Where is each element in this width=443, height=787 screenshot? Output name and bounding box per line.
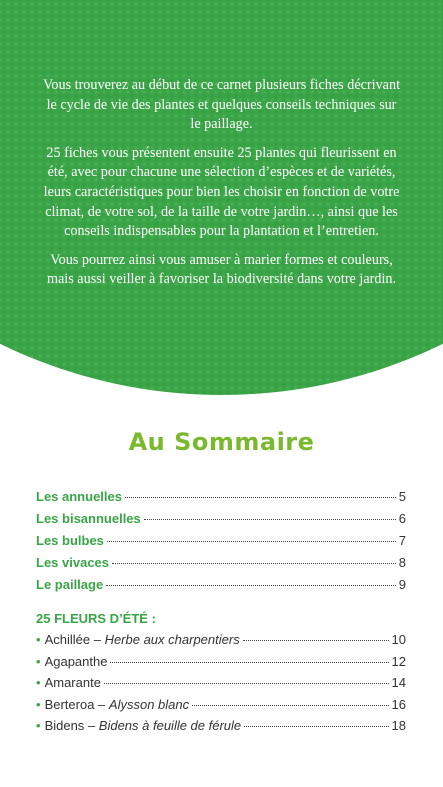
bullet: • xyxy=(36,653,41,669)
toc-entry-label: Les vivaces xyxy=(36,555,110,570)
toc-entry-page: 6 xyxy=(398,511,406,526)
intro-paragraph-2: 25 fiches vous présentent ensuite 25 plantes qui fleurissent en été, avec pour chacune une sélection d’espèces et de variétés, leurs caractéristiques pour bien les choisir en fonction de votre climat, de votre sol, de la taille de votre jardin…, ainsi que les conseils indispensables pour la plantation et l’entretien. xyxy=(43,144,400,240)
bullet: • xyxy=(36,675,41,690)
toc-flowers xyxy=(36,632,406,740)
separator: – xyxy=(84,718,99,733)
intro-text xyxy=(40,76,403,299)
toc-entry-label: Les annuelles xyxy=(36,489,122,504)
flower-name: Achillée xyxy=(44,632,91,647)
toc-entry-label: Les bisannuelles xyxy=(36,511,141,526)
dot-leader xyxy=(192,705,388,706)
toc-entry-page: 12 xyxy=(391,653,406,669)
toc-entry-label: Le paillage xyxy=(36,577,104,592)
toc-entry-page: 9 xyxy=(398,577,406,592)
toc-entry-paillage[interactable] xyxy=(36,577,406,599)
flower-alt-name: Bidens à feuille de férule xyxy=(98,718,242,733)
toc-entry-annuelles[interactable] xyxy=(36,489,406,511)
toc-entry-page: 8 xyxy=(398,555,406,570)
toc-entry-amarante[interactable] xyxy=(36,675,406,697)
intro-paragraph-3: Vous pourrez ainsi vous amuser à marier formes et couleurs, mais aussi veiller à favoriser la biodiversité dans votre jardin. xyxy=(46,251,397,288)
page-title: Au Sommaire xyxy=(128,428,315,456)
bullet: • xyxy=(36,718,41,733)
toc-entry-berteroa[interactable] xyxy=(36,697,406,719)
toc-entry-page: 18 xyxy=(391,718,406,733)
dot-leader xyxy=(107,541,396,542)
dot-leader xyxy=(112,563,396,564)
dot-leader xyxy=(243,640,389,641)
dot-leader xyxy=(244,726,388,727)
toc-entry-label xyxy=(36,654,107,669)
toc-entry-label: Les bulbes xyxy=(36,533,104,548)
dot-leader xyxy=(125,497,396,498)
dot-leader xyxy=(104,683,389,684)
toc-entry-bisannuelles[interactable] xyxy=(36,511,406,533)
separator: – xyxy=(94,696,109,712)
toc-entry-bidens[interactable] xyxy=(36,718,406,740)
flower-alt-name: Alysson blanc xyxy=(108,696,190,712)
toc-entry-vivaces[interactable] xyxy=(36,555,406,577)
toc-entry-page: 5 xyxy=(398,489,406,504)
toc-entry-label xyxy=(36,632,240,647)
flowers-section-heading: 25 FLEURS D’ÉTÉ : xyxy=(36,611,156,626)
toc-entry-page: 14 xyxy=(391,675,406,690)
toc-entry-label xyxy=(36,697,189,712)
flower-name: Berteroa xyxy=(44,696,95,712)
toc-entry-label xyxy=(36,718,241,733)
toc-entry-label xyxy=(36,675,101,690)
intro-paragraph-1: Vous trouverez au début de ce carnet plusieurs fiches décrivant le cycle de vie des plantes et quelques conseils techniques sur le paillage. xyxy=(42,77,401,133)
flower-name: Bidens xyxy=(44,718,85,733)
toc-entry-bulbes[interactable] xyxy=(36,533,406,555)
separator: – xyxy=(90,632,105,647)
dot-leader xyxy=(144,519,396,520)
toc-entry-agapanthe[interactable] xyxy=(36,654,406,676)
toc-entry-page: 16 xyxy=(391,696,406,712)
flower-alt-name: Herbe aux charpentiers xyxy=(104,632,240,647)
bullet: • xyxy=(36,696,41,712)
dot-leader xyxy=(106,585,396,586)
toc-main xyxy=(36,489,406,599)
flower-name: Amarante xyxy=(44,675,101,690)
toc-entry-page: 10 xyxy=(391,632,406,647)
flower-name: Agapanthe xyxy=(44,653,108,669)
bullet: • xyxy=(36,632,41,647)
toc-entry-page: 7 xyxy=(398,533,406,548)
dot-leader xyxy=(110,662,388,663)
toc-entry-achillee[interactable] xyxy=(36,632,406,654)
